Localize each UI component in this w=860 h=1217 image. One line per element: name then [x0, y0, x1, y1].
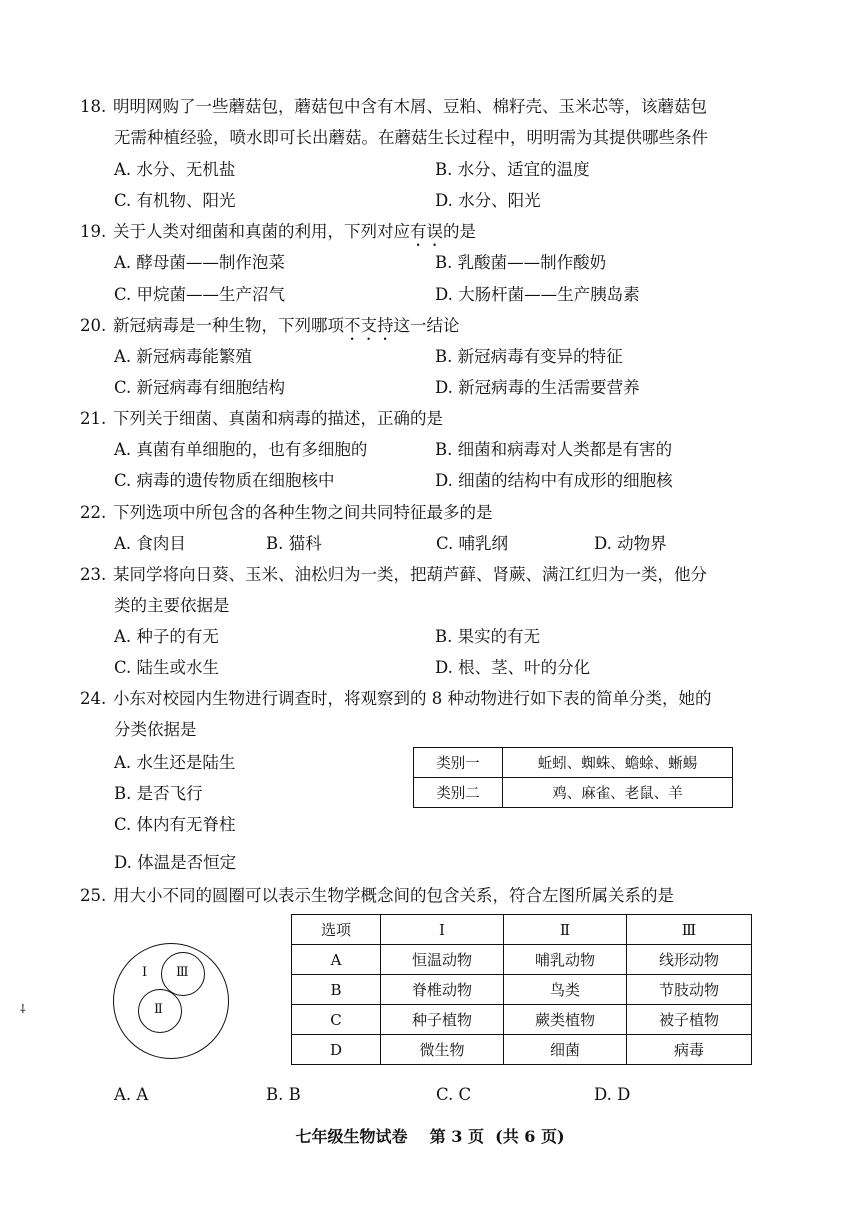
table-cell: 微生物	[381, 1035, 504, 1065]
table-cell: 节肢动物	[627, 975, 752, 1005]
table-cell: 线形动物	[627, 945, 752, 975]
table-cell: 蕨类植物	[504, 1005, 627, 1035]
question-18-stem: 18. 明明网购了一些蘑菇包，蘑菇包中含有木屑、豆粕、棉籽壳、玉米芯等，该蘑菇包	[80, 97, 707, 116]
question-19-stem: 19. 关于人类对细菌和真菌的利用，下列对应有误的是	[80, 222, 476, 241]
label-i: Ⅰ	[142, 965, 148, 980]
question-19-option-a[interactable]: A. 酵母菌——制作泡菜	[114, 253, 285, 272]
table-cell: 鸟类	[504, 975, 627, 1005]
table-cell: B	[292, 975, 381, 1005]
question-25-option-b[interactable]: B. B	[266, 1085, 301, 1104]
question-21-option-d[interactable]: D. 细菌的结构中有成形的细胞核	[435, 471, 673, 490]
question-20-option-a[interactable]: A. 新冠病毒能繁殖	[114, 347, 252, 366]
question-21-stem: 21. 下列关于细菌、真菌和病毒的描述，正确的是	[80, 409, 443, 428]
question-19-option-b[interactable]: B. 乳酸菌——制作酸奶	[435, 253, 607, 272]
table-cell: 病毒	[627, 1035, 752, 1065]
table-cell: 鸡、麻雀、老鼠、羊	[503, 778, 733, 808]
table-cell: 哺乳动物	[504, 945, 627, 975]
table-header-cell: Ⅰ	[381, 915, 504, 945]
options-table	[291, 914, 752, 1065]
table-header-row	[292, 915, 752, 945]
question-18-option-d[interactable]: D. 水分、阳光	[435, 191, 541, 210]
question-20-option-b[interactable]: B. 新冠病毒有变异的特征	[435, 347, 623, 366]
question-24-option-a[interactable]: A. 水生还是陆生	[114, 753, 236, 772]
table-cell: D	[292, 1035, 381, 1065]
question-21-option-b[interactable]: B. 细菌和病毒对人类都是有害的	[435, 440, 673, 459]
page-footer: 七年级生物试卷 第 3 页 (共 6 页)	[295, 1127, 565, 1146]
emphasis-text: 有误	[410, 222, 443, 241]
question-25-option-d[interactable]: D. D	[594, 1085, 631, 1104]
margin-mark: ⸸	[20, 1002, 26, 1016]
question-18-option-b[interactable]: B. 水分、适宜的温度	[435, 160, 590, 179]
question-18-stem-cont: 无需种植经验，喷水即可长出蘑菇。在蘑菇生长过程中，明明需为其提供哪些条件	[114, 128, 708, 147]
question-23-option-c[interactable]: C. 陆生或水生	[114, 658, 220, 677]
question-22-option-d[interactable]: D. 动物界	[594, 534, 667, 553]
question-24-option-d[interactable]: D. 体温是否恒定	[114, 853, 237, 872]
question-23-option-d[interactable]: D. 根、茎、叶的分化	[435, 658, 591, 677]
question-22-option-c[interactable]: C. 哺乳纲	[436, 534, 509, 553]
label-ii: Ⅱ	[154, 1002, 163, 1017]
table-cell: 脊椎动物	[381, 975, 504, 1005]
question-22-option-a[interactable]: A. 食肉目	[114, 534, 186, 553]
question-18-option-c[interactable]: C. 有机物、阳光	[114, 191, 236, 210]
table-cell: 蚯蚓、蜘蛛、蟾蜍、蜥蜴	[503, 748, 733, 778]
table-cell: 类别一	[414, 748, 503, 778]
table-header-cell: Ⅱ	[504, 915, 627, 945]
table-cell: 种子植物	[381, 1005, 504, 1035]
question-23-stem: 23. 某同学将向日葵、玉米、油松归为一类，把葫芦藓、肾蕨、满江红归为一类，他分	[80, 565, 707, 584]
table-row	[292, 1005, 752, 1035]
label-iii: Ⅲ	[176, 965, 189, 980]
question-23-stem-cont: 类的主要依据是	[114, 596, 230, 615]
question-23-option-a[interactable]: A. 种子的有无	[114, 627, 219, 646]
classification-table	[413, 747, 733, 808]
table-row	[414, 778, 733, 808]
table-cell: 被子植物	[627, 1005, 752, 1035]
table-row	[414, 748, 733, 778]
question-24-option-c[interactable]: C. 体内有无脊柱	[114, 815, 236, 834]
table-row	[292, 975, 752, 1005]
emphasis-text: 不支持	[344, 316, 394, 335]
question-24-stem: 24. 小东对校园内生物进行调查时，将观察到的 8 种动物进行如下表的简单分类，她的	[80, 689, 712, 708]
question-24-stem-cont: 分类依据是	[114, 720, 197, 739]
question-19-option-c[interactable]: C. 甲烷菌——生产沼气	[114, 285, 286, 304]
table-cell: C	[292, 1005, 381, 1035]
table-cell: 类别二	[414, 778, 503, 808]
table-cell: 恒温动物	[381, 945, 504, 975]
question-18-option-a[interactable]: A. 水分、无机盐	[114, 160, 236, 179]
question-21-option-c[interactable]: C. 病毒的遗传物质在细胞核中	[114, 471, 335, 490]
question-22-stem: 22. 下列选项中所包含的各种生物之间共同特征最多的是	[80, 503, 493, 522]
question-23-option-b[interactable]: B. 果实的有无	[435, 627, 541, 646]
question-20-option-d[interactable]: D. 新冠病毒的生活需要营养	[435, 378, 640, 397]
question-21-option-a[interactable]: A. 真菌有单细胞的，也有多细胞的	[114, 440, 368, 459]
question-20-option-c[interactable]: C. 新冠病毒有细胞结构	[114, 378, 286, 397]
question-25-option-a[interactable]: A. A	[114, 1085, 149, 1104]
question-19-option-d[interactable]: D. 大肠杆菌——生产胰岛素	[435, 285, 640, 304]
table-row	[292, 1035, 752, 1065]
question-25-stem: 25. 用大小不同的圆圈可以表示生物学概念间的包含关系，符合左图所属关系的是	[80, 886, 674, 905]
table-header-cell: 选项	[292, 915, 381, 945]
question-22-option-b[interactable]: B. 猫科	[266, 534, 322, 553]
table-cell: A	[292, 945, 381, 975]
table-cell: 细菌	[504, 1035, 627, 1065]
question-24-option-b[interactable]: B. 是否飞行	[114, 784, 203, 803]
table-row	[292, 945, 752, 975]
table-header-cell: Ⅲ	[627, 915, 752, 945]
question-25-option-c[interactable]: C. C	[436, 1085, 472, 1104]
question-20-stem: 20. 新冠病毒是一种生物，下列哪项不支持这一结论	[80, 316, 460, 335]
